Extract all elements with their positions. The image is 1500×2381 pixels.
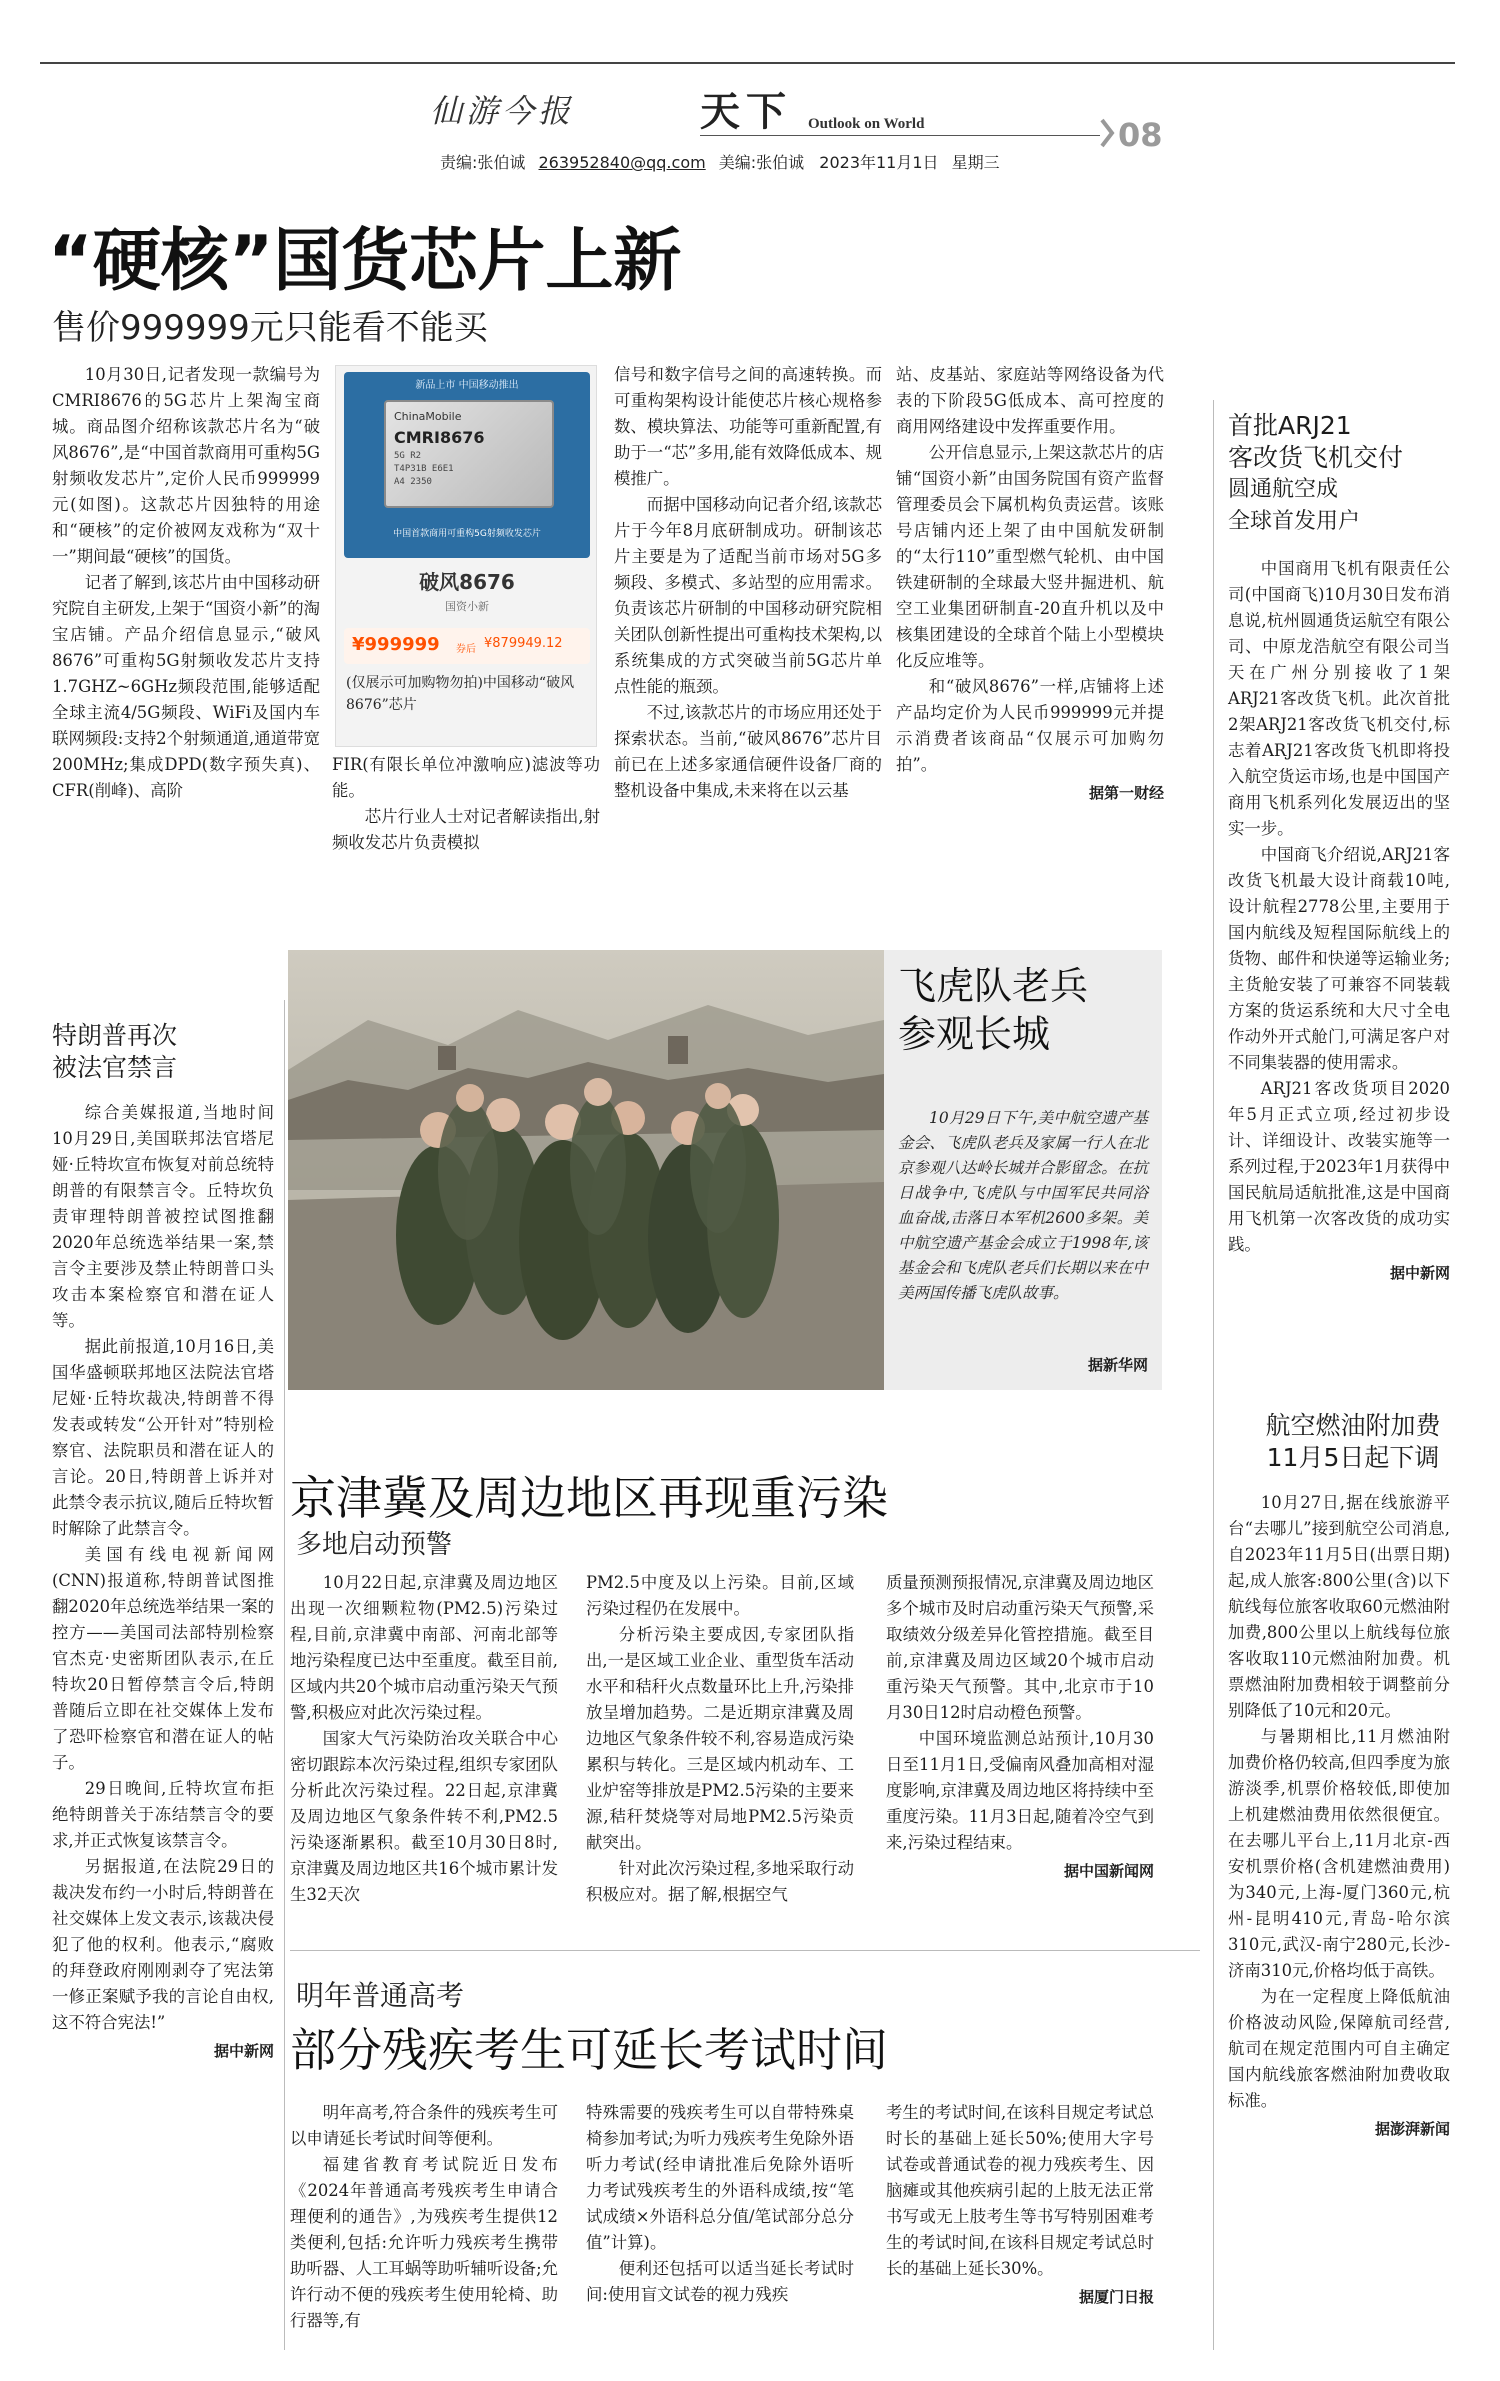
issue-date: 2023年11月1日 (819, 153, 939, 172)
chip-model: CMRI8676 (394, 428, 485, 447)
gaokao-col-3 (886, 2100, 1154, 2350)
section-english: Outlook on World (808, 116, 925, 132)
flying-tigers-photo (288, 950, 884, 1390)
chip-brand: ChinaMobile (394, 410, 462, 423)
price-note: 券后 (456, 644, 476, 655)
arj21-source: 据中新网 (1389, 1264, 1450, 1282)
trump-title (52, 1020, 272, 1084)
lead-col-2 (332, 752, 600, 852)
top-rule (40, 62, 1455, 64)
chip-marking: T4P31B E6E1 (394, 464, 454, 474)
tigers-title-line: 参观长城 (898, 1012, 1051, 1056)
gaokao-para: 特殊需要的残疾考生可以自带特殊桌椅参加考试;为听力残疾考生免除外语听力考试(经申请批准后免除外语听力考试残疾考生的外语科成绩,按“笔试成绩×外语科总分值/笔试部分总分值”计算)。 (586, 2103, 854, 2252)
arj21-body (1228, 556, 1450, 1316)
tigers-title-line: 飞虎队老兵 (898, 964, 1089, 1008)
chip-markings (394, 450, 454, 489)
lead-para: 10月30日,记者发现一款编号为CMRI8676的5G芯片上架淘宝商城。商品图介绍称该款芯片名为“破风8676”,是“中国首款商用可重构5G射频收发芯片”,定价人民币999999元(如图)。这款芯片因独特的用途和“硬核”的定价被网友戏称为“双十一”期间最“硬核”的国货。 (52, 365, 320, 566)
issue-weekday: 星期三 (951, 153, 1000, 172)
page-number: 08 (1118, 116, 1163, 154)
fuel-source: 据澎湃新闻 (1374, 2120, 1450, 2138)
gaokao-title: 部分残疾考生可延长考试时间 (290, 2023, 888, 2077)
section-rule (290, 1950, 1200, 1951)
trump-title-line: 被法官禁言 (52, 1053, 178, 1082)
arj21-title (1228, 410, 1478, 538)
smog-col-3 (886, 1570, 1154, 1910)
arj21-para: 中国商飞介绍说,ARJ21客改货飞机最大设计商载10吨,设计航程2778公里,主要用于国内航线及短程国际航线上的货物、邮件和快递等运输业务;主货舱安装了可兼容不同装载方案的货运系统和大尺寸全电作动外开式舱门,可满足客户对不同集装器的使用需求。 (1228, 845, 1450, 1072)
arj21-title-line: 首批ARJ21 (1228, 411, 1352, 440)
lead-col-1 (52, 362, 320, 840)
arj21-title-line: 圆通航空成 (1228, 477, 1339, 502)
smog-source: 据中国新闻网 (1063, 1862, 1154, 1880)
lead-para: 芯片行业人士对记者解读指出,射频收发芯片负责模拟 (332, 807, 600, 852)
photo-banner: 新品上市 中国移动推出 (415, 380, 519, 391)
gaokao-para: 明年高考,符合条件的残疾考生可以申请延长考试时间等便利。 (290, 2103, 558, 2148)
right-column-rule (1213, 400, 1214, 2350)
smog-para: 针对此次污染过程,多地采取行动积极应对。据了解,根据空气 (586, 1859, 854, 1904)
store-name: 国资小新 (445, 600, 489, 613)
smog-title: 京津冀及周边地区再现重污染 (290, 1471, 888, 1525)
left-column-rule (284, 1000, 285, 2350)
gaokao-para: 考生的考试时间,在该科目规定考试总时长的基础上延长50%;使用大字号试卷或普通试卷的视力残疾考生、因脑瘫或其他疾病引起的上肢无法正常书写或无上肢考生等书写特别困难考生的考试时间,在该科目规定考试总时长的基础上延长30%。 (886, 2103, 1154, 2278)
great-wall-scene (288, 950, 884, 1390)
product-name: 破风8676 (419, 570, 515, 594)
watchtower (438, 1046, 456, 1070)
tigers-title (898, 962, 1158, 1058)
fuel-body (1228, 1490, 1450, 2350)
arj21-para: ARJ21客改货项目2020年5月正式立项,经过初步设计、详细设计、改装实施等一系列过程,于2023年1月获得中国民航局适航批准,这是中国商用飞机第一次客改货的成功实践。 (1228, 1079, 1450, 1254)
smog-para: 中国环境监测总站预计,10月30日至11月1日,受偏南风叠加高相对湿度影响,京津冀及周边地区将持续中至重度污染。11月3日起,随着冷空气到来,污染过程结束。 (886, 1729, 1154, 1852)
gaokao-para: 便利还包括可以适当延长考试时间:使用盲文试卷的视力残疾 (586, 2259, 854, 2304)
section-underline (700, 135, 1100, 136)
lead-para: 记者了解到,该芯片由中国移动研究院自主研发,上架于“国资小新”的淘宝店铺。产品介绍信息显示,“破风8676”可重构5G射频收发芯片支持1.7GHZ~6GHz频段范围,能够适配全球主流4/5G频段、WiFi及国内车联网频段:支持2个射频通道,通道带宽200MHz;集成DPD(数字预失真)、CFR(削峰)、高阶 (52, 573, 320, 800)
lead-para: 而据中国移动向记者介绍,该款芯片于今年8月底研制成功。研制该芯片主要是为了适配当前市场对5G多频段、多模式、多站型的应用需求。负责该芯片研制的中国移动研究院相关团队创新性提出可重构技术架构,以系统集成的方式突破当前5G芯片单点性能的瓶颈。 (614, 495, 882, 696)
tigers-body: 10月29日下午,美中航空遗产基金会、飞虎队老兵及家属一行人在北京参观八达岭长城并合影留念。在抗日战争中,飞虎队与中国军民共同浴血奋战,击落日本军机2600多架。美中航空遗产基金会成立于1998年,该基金会和飞虎队老兵们长期以来在中美两国传播飞虎队故事。 (898, 1109, 1148, 1302)
lead-para: 信号和数字信号之间的高速转换。而可重构架构设计能使芯片核心规格参数、模块算法、功能等可重新配置,有助于一“芯”多用,能有效降低成本、规模推广。 (614, 365, 882, 488)
masthead-meta (440, 150, 1000, 173)
section-name: 天下 (700, 89, 792, 135)
lead-source: 据第一财经 (1088, 784, 1164, 802)
gaokao-source: 据厦门日报 (1078, 2288, 1154, 2306)
lead-para: 不过,该款芯片的市场应用还处于探索状态。当前,“破风8676”芯片目前已在上述多家通信硬件设备厂商的整机设备中集成,未来将在以云基 (614, 703, 882, 800)
gaokao-para: 福建省教育考试院近日发布《2024年普通高考残疾考生申请合理便利的通告》,为残疾考生提供12类便利,包括:允许听力残疾考生携带助听器、人工耳蜗等助听辅听设备;允许行动不便的残疾考生使用轮椅、助行器等,有 (290, 2155, 558, 2330)
editor: 责编:张伯诚 (440, 153, 526, 172)
watchtower (668, 1036, 688, 1064)
trump-title-line: 特朗普再次 (52, 1021, 178, 1050)
chip-marking: A4 2350 (394, 477, 432, 487)
smog-para: 质量预测预报情况,京津冀及周边地区多个城市及时启动重污染天气预警,采取绩效分级差异化管控措施。截至目前,京津冀及周边区域20个城市启动重污染天气预警。其中,北京市于10月30日12时启动橙色预警。 (886, 1573, 1154, 1722)
gaokao-col-1 (290, 2100, 558, 2350)
fuel-title-line: 航空燃油附加费 (1265, 1411, 1441, 1440)
trump-body (52, 1100, 274, 2350)
designer: 美编:张伯诚 (718, 153, 805, 172)
smog-subtitle: 多地启动预警 (296, 1530, 453, 1560)
trump-para: 另据报道,在法院29日的裁决发布约一小时后,特朗普在社交媒体上发文表示,该裁决侵犯了他的权利。他表示,“腐败的拜登政府刚刚剥夺了宪法第一修正案赋予我的言论自由权,这不符合宪法!” (52, 1857, 274, 2032)
arj21-title-line: 全球首发用户 (1228, 509, 1361, 534)
trump-para: 29日晚间,丘特坎宣布拒绝特朗普关于冻结禁言令的要求,并正式恢复该禁言令。 (52, 1779, 274, 1850)
gaokao-col-2 (586, 2100, 854, 2350)
chip-product-photo (335, 365, 597, 747)
lead-para: FIR(有限长单位冲激响应)滤波等功能。 (332, 755, 600, 800)
fuel-para: 10月27日,据在线旅游平台“去哪儿”接到航空公司消息,自2023年11月5日(出票日期)起,成人旅客:800公里(含)以下航线每位旅客收取60元燃油附加费,800公里以上航线每位旅客收取110元燃油附加费。机票燃油附加费相较于调整前分别降低了10元和20元。 (1228, 1493, 1450, 1720)
smog-para: 国家大气污染防治攻关联合中心密切跟踪本次污染过程,组织专家团队分析此次污染过程。22日起,京津冀及周边地区气象条件转不利,PM2.5污染逐渐累积。截至10月30日8时,京津冀及周边地区共16个城市累计发生32天次 (290, 1729, 558, 1904)
smog-para: PM2.5中度及以上污染。目前,区域污染过程仍在发展中。 (586, 1573, 854, 1618)
trump-para: 美国有线电视新闻网(CNN)报道称,特朗普试图推翻2020年总统选举结果一案的控方——美国司法部特别检察官杰克·史密斯团队表示,在丘特坎20日暂停禁言令后,特朗普随后立即在社交媒体上发布了恐吓检察官和潜在证人的帖子。 (52, 1545, 275, 1772)
trump-source: 据中新网 (213, 2042, 274, 2060)
smog-col-2 (586, 1570, 854, 1910)
fuel-para: 与暑期相比,11月燃油附加费价格仍较高,但四季度为旅游淡季,机票价格较低,即使加上机建燃油费用依然很便宜。在去哪儿平台上,11月北京-西安机票价格(含机建燃油费用)为340元,上海-厦门360元,杭州-昆明410元,青岛-哈尔滨310元,武汉-南宁280元,长沙-济南310元,价格均低于高铁。 (1228, 1727, 1450, 1980)
fuel-para: 为在一定程度上降低航油价格波动风险,保障航司经营,航司在规定范围内可自主确定国内航线旅客燃油附加费收取标准。 (1228, 1987, 1450, 2110)
arj21-para: 中国商用飞机有限责任公司(中国商飞)10月30日发布消息说,杭州圆通货运航空有限公司、中原龙浩航空有限公司当天在广州分别接收了1架ARJ21客改货飞机。此次首批2架ARJ21客改货飞机交付,标志着ARJ21客改货飞机即将投入航空货运市场,也是中国国产商用飞机系列化发展迈出的坚实一步。 (1228, 559, 1450, 838)
lead-para: 站、皮基站、家庭站等网络设备为代表的下阶段5G低成本、高可控度的商用网络建设中发挥重要作用。 (896, 365, 1164, 436)
price-alt: ¥879949.12 (484, 636, 563, 651)
tigers-source: 据新华网 (1087, 1356, 1148, 1374)
fuel-title-line: 11月5日起下调 (1266, 1443, 1440, 1472)
lead-col-3 (614, 362, 882, 842)
lead-col-4 (896, 362, 1164, 842)
page-arrow-icon (1100, 118, 1114, 148)
trump-para: 据此前报道,10月16日,美国华盛顿联邦地区法院法官塔尼娅·丘特坎裁决,特朗普不得发表或转发“公开针对”特别检察官、法院职员和潜在证人的言论。20日,特朗普上诉并对此禁令表示抗议,随后丘特坎暂时解除了此禁言令。 (52, 1337, 274, 1538)
smog-col-1 (290, 1570, 558, 1910)
price-value: ¥999999 (352, 634, 440, 655)
lead-subtitle: 售价999999元只能看不能买 (52, 308, 488, 348)
lead-para: 和“破风8676”一样,店铺将上述产品均定价为人民币999999元并提示消费者该商品“仅展示可加购勿拍”。 (896, 677, 1164, 774)
chip-marking: 5G R2 (394, 451, 422, 461)
smog-para: 10月22日起,京津冀及周边地区出现一次细颗粒物(PM2.5)污染过程,目前,京津冀中南部、河南北部等地污染程度已达中至重度。截至目前,区域内共20个城市启动重污染天气预警,积极应对此次污染过程。 (290, 1573, 558, 1722)
lead-para: 公开信息显示,上架这款芯片的店铺“国资小新”由国务院国有资产监督管理委员会下属机构负责运营。该账号店铺内还上架了由中国航发研制的“太行110”重型燃气轮机、由中国铁建研制的全球最大竖井掘进机、航空工业集团研制直-20直升机以及中核集团建设的全球首个陆上小型模块化反应堆等。 (896, 443, 1164, 670)
lead-title: “硬核”国货芯片上新 (48, 222, 682, 301)
editor-email[interactable]: 263952840@qq.com (538, 153, 706, 172)
board-caption: 中国首款商用可重构5G射频收发芯片 (393, 529, 541, 539)
trump-para: 综合美媒报道,当地时间10月29日,美国联邦法官塔尼娅·丘特坎宣布恢复对前总统特朗普的有限禁言令。丘特坎负责审理特朗普被控试图推翻2020年总统选举结果一案,禁言令主要涉及禁止特朗普口头攻击本案检察官和潜在证人等。 (52, 1103, 274, 1330)
photo-caption: (仅展示可加购物勿拍)中国移动“破风8676”芯片 (346, 675, 575, 713)
brand-logo: 仙游今报 (430, 92, 575, 130)
arj21-title-line: 客改货飞机交付 (1228, 443, 1404, 472)
gaokao-kicker: 明年普通高考 (296, 1979, 465, 2012)
fuel-title (1228, 1410, 1478, 1474)
smog-para: 分析污染主要成因,专家团队指出,一是区域工业企业、重型货车活动水平和秸秆火点数量环比上升,污染排放呈增加趋势。二是近期京津冀及周边地区气象条件较不利,容易造成污染累积与转化。三是区域内机动车、工业炉窑等排放是PM2.5污染的主要来源,秸秆焚烧等对局地PM2.5污染贡献突出。 (586, 1625, 854, 1852)
